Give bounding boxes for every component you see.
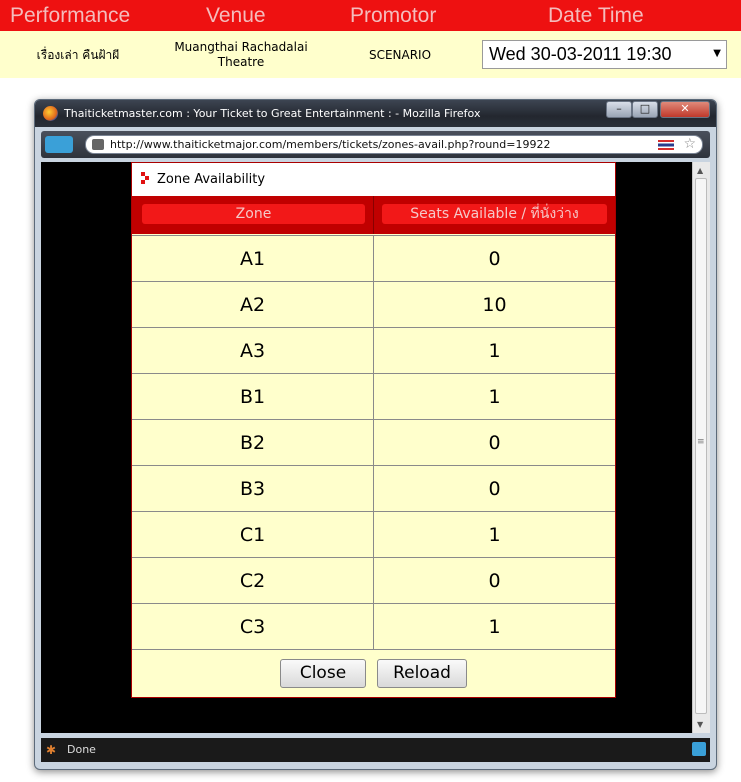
venue-line-1: Muangthai Rachadalai	[174, 40, 308, 54]
seats-cell: 10	[482, 294, 507, 316]
venue-name	[160, 40, 322, 70]
venue-line-2: Theatre	[217, 55, 265, 69]
vertical-scrollbar[interactable]	[692, 162, 710, 733]
table-row	[132, 281, 615, 327]
status-icon: ✱	[46, 743, 57, 757]
chevron-down-icon: ▼	[713, 48, 721, 59]
table-header	[132, 196, 615, 234]
minimize-icon[interactable]: –	[606, 101, 632, 118]
url-field[interactable]	[85, 135, 703, 154]
datetime-selected-value: Wed 30-03-2011 19:30	[489, 44, 672, 64]
zone-cell: A2	[239, 294, 266, 316]
schedule-header	[0, 0, 741, 31]
table-row	[132, 419, 615, 465]
scrollbar-grip-icon: ≡	[697, 437, 705, 447]
seats-cell: 0	[488, 570, 501, 592]
zone-cell: B1	[239, 386, 266, 408]
header-performance: Performance	[10, 4, 131, 27]
seats-cell: 1	[488, 524, 501, 546]
seats-cell: 1	[488, 386, 501, 408]
address-bar	[41, 131, 710, 158]
status-text: Done	[67, 743, 96, 756]
table-row	[132, 465, 615, 511]
status-addon-icon[interactable]	[692, 742, 706, 756]
scroll-down-icon[interactable]: ▼	[697, 720, 704, 729]
close-icon[interactable]: ✕	[660, 101, 710, 118]
maximize-icon[interactable]: □	[632, 101, 658, 118]
performance-name: เรื่องเล่า คืนฝ้าผี	[36, 48, 120, 62]
column-header-seats: Seats Available / ที่นั่งว่าง	[382, 204, 607, 224]
table-row	[132, 235, 615, 281]
reload-button[interactable]: Reload	[377, 659, 467, 688]
table-row	[132, 327, 615, 373]
popup-browser-window	[34, 99, 717, 770]
zone-cell: A3	[239, 340, 266, 362]
datetime-select[interactable]	[482, 40, 727, 69]
window-titlebar[interactable]	[35, 100, 716, 127]
seats-cell: 0	[488, 432, 501, 454]
bookmark-star-icon[interactable]: ☆	[683, 136, 696, 152]
scroll-up-icon[interactable]: ▲	[697, 166, 704, 175]
seats-cell: 1	[488, 340, 501, 362]
zone-availability-panel	[131, 162, 616, 698]
url-text: http://www.thaiticketmajor.com/members/tickets/zones-avail.php?round=19922	[110, 138, 551, 151]
status-bar	[41, 738, 710, 762]
navigation-icon[interactable]	[45, 136, 73, 153]
header-date-time: Date Time	[548, 4, 644, 27]
zone-cell: B3	[239, 478, 266, 500]
table-row	[132, 603, 615, 650]
site-identity-icon[interactable]	[92, 139, 104, 150]
table-row	[132, 511, 615, 557]
flag-icon	[658, 140, 674, 150]
close-button[interactable]: Close	[280, 659, 366, 688]
table-row	[132, 557, 615, 603]
header-divider	[373, 196, 374, 234]
red-bullet-icon	[141, 172, 151, 184]
column-header-zone: Zone	[142, 204, 365, 224]
zone-cell: C3	[239, 616, 266, 638]
zone-cell: C2	[239, 570, 266, 592]
seats-cell: 1	[488, 616, 501, 638]
panel-title: Zone Availability	[157, 172, 266, 187]
panel-header	[132, 163, 615, 196]
seats-cell: 0	[488, 248, 501, 270]
zone-cell: B2	[239, 432, 266, 454]
table-row	[132, 373, 615, 419]
page-content	[41, 162, 692, 733]
header-venue: Venue	[206, 4, 266, 27]
window-title: Thaiticketmaster.com : Your Ticket to Great Entertainment : - Mozilla Firefox	[64, 107, 481, 120]
seats-cell: 0	[488, 478, 501, 500]
firefox-icon	[43, 106, 58, 121]
zone-cell: A1	[239, 248, 266, 270]
header-promotor: Promotor	[350, 4, 437, 27]
promotor-name: SCENARIO	[368, 48, 432, 62]
zone-cell: C1	[239, 524, 266, 546]
